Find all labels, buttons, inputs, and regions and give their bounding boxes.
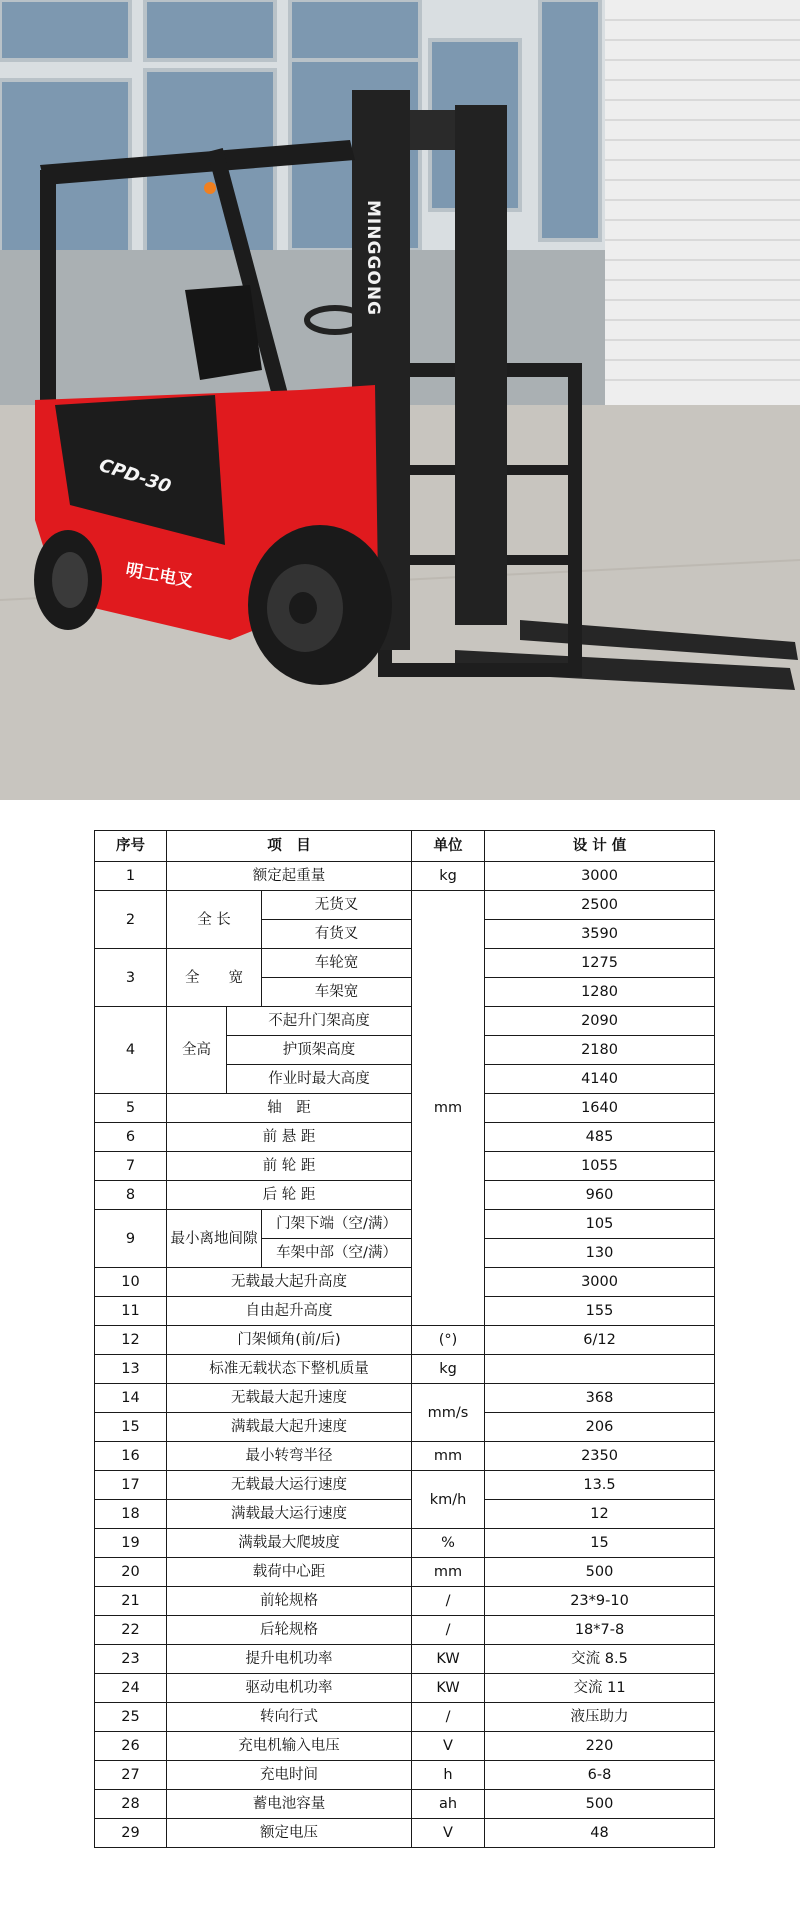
row-value: 23*9-10 — [485, 1587, 715, 1616]
row-item: 无载最大运行速度 — [167, 1471, 412, 1500]
table-row — [95, 1355, 715, 1384]
row-subitem: 车架宽 — [262, 978, 412, 1007]
row-group: 全高 — [167, 1007, 227, 1094]
row-no: 9 — [95, 1210, 167, 1268]
row-item: 最小转弯半径 — [167, 1442, 412, 1471]
row-value: 12 — [485, 1500, 715, 1529]
row-no: 1 — [95, 862, 167, 891]
table-row — [95, 1123, 715, 1152]
header-item: 项 目 — [167, 831, 412, 862]
row-subitem: 护顶架高度 — [227, 1036, 412, 1065]
row-no: 24 — [95, 1674, 167, 1703]
row-item: 充电时间 — [167, 1761, 412, 1790]
row-no: 29 — [95, 1819, 167, 1848]
row-no: 20 — [95, 1558, 167, 1587]
table-row — [95, 1645, 715, 1674]
row-value: 6-8 — [485, 1761, 715, 1790]
row-item: 门架倾角(前/后) — [167, 1326, 412, 1355]
table-row — [95, 1181, 715, 1210]
row-no: 27 — [95, 1761, 167, 1790]
row-value: 3590 — [485, 920, 715, 949]
row-no: 25 — [95, 1703, 167, 1732]
row-no: 7 — [95, 1152, 167, 1181]
row-subitem: 无货叉 — [262, 891, 412, 920]
rear-wheel — [34, 530, 102, 630]
model-badge: CPD-30 — [96, 454, 174, 498]
table-row — [95, 1297, 715, 1326]
table-row — [95, 1703, 715, 1732]
row-unit: kg — [412, 862, 485, 891]
row-value: 368 — [485, 1384, 715, 1413]
row-item: 满载最大起升速度 — [167, 1413, 412, 1442]
row-item: 提升电机功率 — [167, 1645, 412, 1674]
row-unit: kg — [412, 1355, 485, 1384]
spec-table — [94, 830, 715, 1848]
row-value: 2500 — [485, 891, 715, 920]
row-item: 前 悬 距 — [167, 1123, 412, 1152]
row-value: 3000 — [485, 862, 715, 891]
warning-light — [204, 182, 216, 194]
row-value: 105 — [485, 1210, 715, 1239]
row-value: 6/12 — [485, 1326, 715, 1355]
row-group: 全 长 — [167, 891, 262, 949]
row-value: 13.5 — [485, 1471, 715, 1500]
mast-brand: MINGGONG — [363, 200, 383, 317]
row-subitem: 门架下端（空/满） — [262, 1210, 412, 1239]
row-value: 交流 8.5 — [485, 1645, 715, 1674]
row-item: 标准无载状态下整机质量 — [167, 1355, 412, 1384]
unit-travel-speed-merged: km/h — [412, 1471, 485, 1529]
table-row — [95, 1732, 715, 1761]
table-row — [95, 862, 715, 891]
row-no: 12 — [95, 1326, 167, 1355]
table-row — [95, 949, 715, 978]
row-no: 14 — [95, 1384, 167, 1413]
row-value: 2090 — [485, 1007, 715, 1036]
table-row — [95, 1210, 715, 1239]
row-unit: mm — [412, 1558, 485, 1587]
row-value: 2180 — [485, 1036, 715, 1065]
row-value: 2350 — [485, 1442, 715, 1471]
table-row — [95, 1674, 715, 1703]
body-label: 明工电叉 — [124, 560, 195, 592]
row-item: 前 轮 距 — [167, 1152, 412, 1181]
row-no: 5 — [95, 1094, 167, 1123]
unit-lift-speed-merged: mm/s — [412, 1384, 485, 1442]
row-item: 驱动电机功率 — [167, 1674, 412, 1703]
row-no: 6 — [95, 1123, 167, 1152]
row-item: 额定电压 — [167, 1819, 412, 1848]
row-no: 26 — [95, 1732, 167, 1761]
header-no: 序号 — [95, 831, 167, 862]
row-no: 8 — [95, 1181, 167, 1210]
row-unit: V — [412, 1819, 485, 1848]
row-no: 18 — [95, 1500, 167, 1529]
row-value: 130 — [485, 1239, 715, 1268]
row-unit: KW — [412, 1674, 485, 1703]
row-value: 1640 — [485, 1094, 715, 1123]
roller-shutter — [605, 0, 800, 410]
table-row — [95, 1587, 715, 1616]
row-subitem: 不起升门架高度 — [227, 1007, 412, 1036]
table-row — [95, 1558, 715, 1587]
row-no: 22 — [95, 1616, 167, 1645]
row-item: 充电机输入电压 — [167, 1732, 412, 1761]
row-value: 3000 — [485, 1268, 715, 1297]
table-row — [95, 1790, 715, 1819]
row-value: 220 — [485, 1732, 715, 1761]
table-header — [95, 831, 715, 862]
row-value: 500 — [485, 1790, 715, 1819]
row-unit: / — [412, 1587, 485, 1616]
spec-sheet — [0, 800, 800, 1905]
row-no: 28 — [95, 1790, 167, 1819]
row-item: 蓄电池容量 — [167, 1790, 412, 1819]
row-no: 13 — [95, 1355, 167, 1384]
row-no: 4 — [95, 1007, 167, 1094]
row-item: 轴 距 — [167, 1094, 412, 1123]
row-value: 206 — [485, 1413, 715, 1442]
row-no: 10 — [95, 1268, 167, 1297]
table-row — [95, 1152, 715, 1181]
row-item: 额定起重量 — [167, 862, 412, 891]
row-unit: / — [412, 1703, 485, 1732]
row-no: 15 — [95, 1413, 167, 1442]
table-row — [95, 1007, 715, 1036]
row-item: 载荷中心距 — [167, 1558, 412, 1587]
row-subitem: 车轮宽 — [262, 949, 412, 978]
row-value: 155 — [485, 1297, 715, 1326]
table-row — [95, 1384, 715, 1413]
row-item: 满载最大爬坡度 — [167, 1529, 412, 1558]
table-row — [95, 1326, 715, 1355]
row-subitem: 车架中部（空/满） — [262, 1239, 412, 1268]
row-item: 转向行式 — [167, 1703, 412, 1732]
header-unit: 单位 — [412, 831, 485, 862]
row-subitem: 作业时最大高度 — [227, 1065, 412, 1094]
table-row — [95, 1094, 715, 1123]
row-no: 19 — [95, 1529, 167, 1558]
row-value: 485 — [485, 1123, 715, 1152]
table-row — [95, 891, 715, 920]
row-unit: / — [412, 1616, 485, 1645]
table-row — [95, 1500, 715, 1529]
row-no: 16 — [95, 1442, 167, 1471]
row-value: 1275 — [485, 949, 715, 978]
row-value: 交流 11 — [485, 1674, 715, 1703]
table-row — [95, 1413, 715, 1442]
table-row — [95, 1819, 715, 1848]
table-row — [95, 1442, 715, 1471]
row-item: 自由起升高度 — [167, 1297, 412, 1326]
row-no: 11 — [95, 1297, 167, 1326]
row-value: 15 — [485, 1529, 715, 1558]
row-unit: % — [412, 1529, 485, 1558]
row-item: 满载最大运行速度 — [167, 1500, 412, 1529]
row-unit: h — [412, 1761, 485, 1790]
row-subitem: 有货叉 — [262, 920, 412, 949]
row-no: 23 — [95, 1645, 167, 1674]
row-value: 液压助力 — [485, 1703, 715, 1732]
table-row — [95, 1529, 715, 1558]
row-item: 后 轮 距 — [167, 1181, 412, 1210]
row-unit: (°) — [412, 1326, 485, 1355]
table-row — [95, 1268, 715, 1297]
header-value: 设 计 值 — [485, 831, 715, 862]
row-value: 1280 — [485, 978, 715, 1007]
row-unit: ah — [412, 1790, 485, 1819]
row-item: 前轮规格 — [167, 1587, 412, 1616]
row-no: 17 — [95, 1471, 167, 1500]
row-value: 48 — [485, 1819, 715, 1848]
forklift-photo — [0, 0, 800, 800]
row-group: 全 宽 — [167, 949, 262, 1007]
row-value: 4140 — [485, 1065, 715, 1094]
row-value — [485, 1355, 715, 1384]
row-value: 1055 — [485, 1152, 715, 1181]
row-item: 无载最大起升速度 — [167, 1384, 412, 1413]
row-item: 后轮规格 — [167, 1616, 412, 1645]
front-wheel — [248, 525, 392, 685]
table-row — [95, 1471, 715, 1500]
row-item: 无载最大起升高度 — [167, 1268, 412, 1297]
row-unit: V — [412, 1732, 485, 1761]
row-value: 18*7-8 — [485, 1616, 715, 1645]
row-unit: mm — [412, 1442, 485, 1471]
row-value: 960 — [485, 1181, 715, 1210]
row-value: 500 — [485, 1558, 715, 1587]
table-row — [95, 1616, 715, 1645]
row-unit: KW — [412, 1645, 485, 1674]
unit-mm-merged: mm — [412, 891, 485, 1326]
row-group: 最小离地间隙 — [167, 1210, 262, 1268]
row-no: 3 — [95, 949, 167, 1007]
table-row — [95, 1761, 715, 1790]
row-no: 21 — [95, 1587, 167, 1616]
row-no: 2 — [95, 891, 167, 949]
